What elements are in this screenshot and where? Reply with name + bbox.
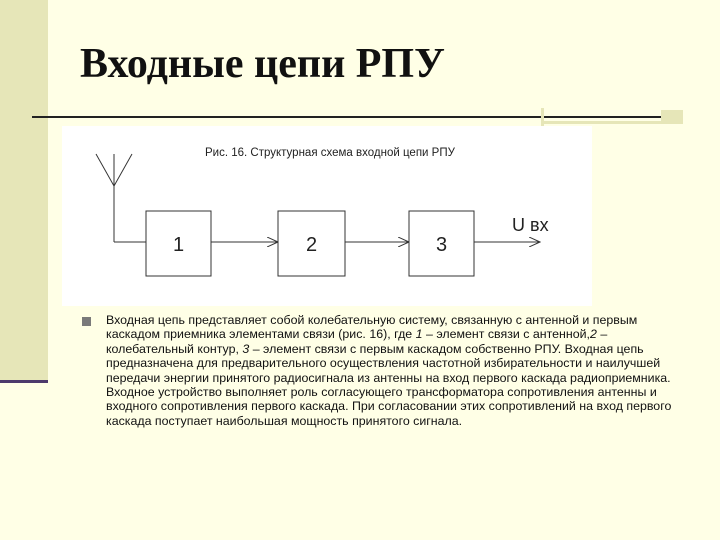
- paragraph-part-3: – колебательный контур,: [106, 327, 608, 356]
- paragraph-em-2: 2: [590, 327, 597, 342]
- figure-caption: Рис. 16. Структурная схема входной цепи РПУ: [205, 147, 455, 159]
- block-diagram-figure: [62, 126, 592, 306]
- slide-title: Входные цепи РПУ: [80, 41, 445, 87]
- left-accent-line: [0, 380, 48, 383]
- left-accent-band: [0, 0, 48, 380]
- paragraph-em-3: 3: [242, 341, 250, 356]
- antenna-icon: [96, 154, 146, 242]
- paragraph-part-2: – элемент связи с антенной,: [422, 327, 590, 342]
- bullet-square-icon: [82, 317, 91, 326]
- corner-accent-horizontal: [541, 121, 661, 124]
- block-1-label: 1: [172, 234, 185, 256]
- corner-accent-square: [661, 110, 683, 124]
- body-paragraph: [106, 313, 692, 428]
- block-2-label: 2: [305, 234, 318, 256]
- paragraph-em-1: 1: [415, 327, 423, 342]
- paragraph-part-1: Входная цепь представляет собой колебательную систему, связанную с антенной и первым каскадом приемника элементами связи (рис. 16), где: [106, 313, 638, 342]
- block-diagram: [62, 126, 592, 306]
- title-underline: [32, 116, 682, 118]
- output-label: U вх: [512, 215, 549, 235]
- block-3-label: 3: [435, 234, 448, 256]
- paragraph-part-4: – элемент связи с первым каскадом собственно РПУ. Входная цепь предназначена для предварительного осуществления частотной избирательности и наилучшей передачи энергии принятого радиосигнала из антенны на вход первого каскада радиоприемника. Входное устройство выполняет роль согласующего трансформатора сопротивления антенны и входного сопротивления первого каскада. При согласовании этих сопротивлений на вход первого каскада поступает наибольшая мощность принятого сигнала.: [106, 341, 672, 428]
